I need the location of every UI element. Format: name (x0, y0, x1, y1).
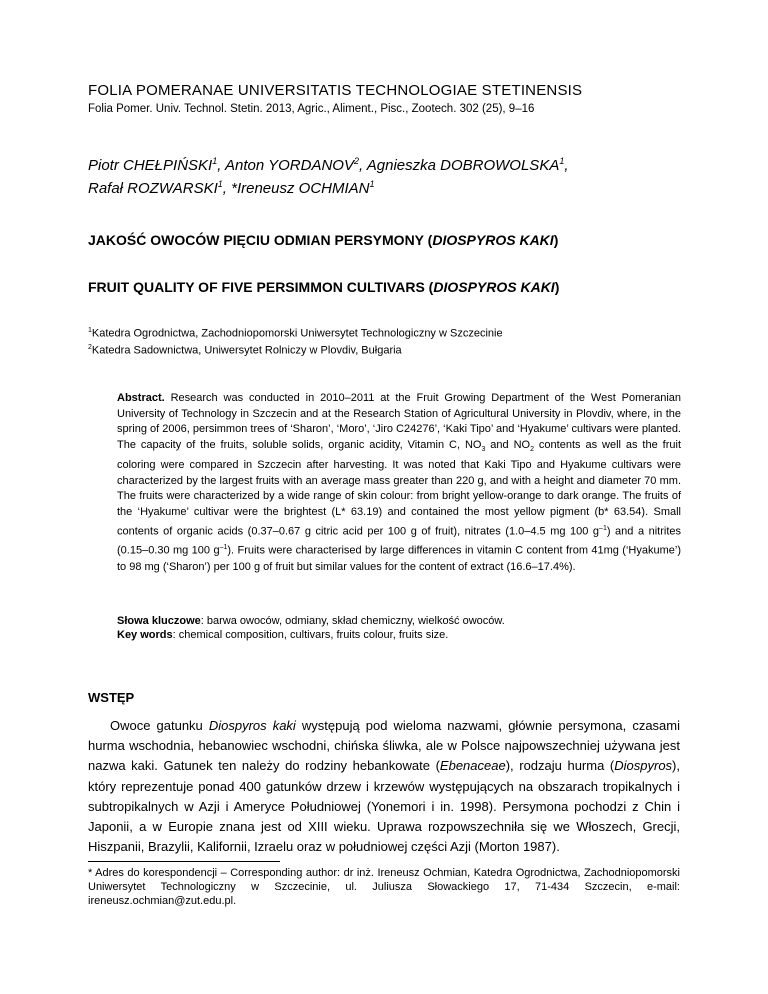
author-affiliation-mark: 2 (353, 156, 359, 166)
title-close: ) (553, 232, 559, 248)
author-separator: , (564, 157, 569, 174)
author-affiliation-mark: 1 (212, 156, 218, 166)
footnote-divider (88, 861, 280, 862)
title-text: JAKOŚĆ OWOCÓW PIĘCIU ODMIAN PERSYMONY ( (88, 232, 433, 248)
introduction-paragraph (88, 716, 680, 857)
species-name: Diospyros kaki (208, 718, 296, 733)
author-list (88, 152, 688, 198)
species-name: DIOSPYROS KAKI (432, 232, 554, 248)
body-text: występują pod wieloma nazwami, głównie persymona, czasami hurma wschodnia, hebanowiec wschodni, chińska śliwka, ale w Polsce najpowszechniej używana jest nazwa kaki. Gatunek ten należy do rodziny hebankowate ( (88, 718, 680, 774)
affiliation-text: Katedra Ogrodnictwa, Zachodniopomorski Uniwersytet Technologiczny w Szczecinie (91, 327, 503, 340)
body-text: ), rodzaju hurma ( (505, 758, 615, 774)
keywords-text: : barwa owoców, odmiany, skład chemiczny, wielkość owoców. (200, 615, 505, 627)
affiliation-2 (88, 341, 503, 358)
keywords-label: Key words (117, 628, 173, 641)
abstract-text: ). Fruits were characterised by large differences in vitamin C content from 41mg (‘Hyakume’) to 98 mg (‘Sharon’) per 100 g of fruit but similar values for the content of extract (16.6–17.4%). (117, 544, 681, 573)
author-separator: , (358, 157, 367, 174)
keywords-text: : chemical composition, cultivars, fruits colour, fruits size. (172, 628, 449, 641)
section-heading: WSTĘP (88, 690, 135, 705)
affiliations (88, 324, 503, 357)
affiliation-mark: 1 (88, 327, 92, 334)
correspondence-footnote: * Adres do korespondencji – Corresponding author: dr inż. Ireneusz Ochmian, Katedra Ogrodnictwa, Zachodniopomorski Uniwersytet Technologiczny w Szczecinie, ul. Juliusza Słowackiego 17, 71-434 Szczecin, e-mail: ireneusz.ochmian@zut.edu.pl. (88, 867, 680, 908)
author-name: Agnieszka DOBROWOLSKA (366, 157, 560, 174)
journal-citation: Folia Pomer. Univ. Technol. Stetin. 2013, Agric., Aliment., Pisc., Zootech. 302 (25), 9–16 (88, 103, 535, 115)
abstract-text: and NO (485, 439, 531, 452)
keywords (117, 615, 681, 642)
genus-name: Diospyros (614, 758, 673, 774)
keywords-label: Słowa kluczowe (117, 615, 201, 627)
abstract-text: contents as well as the fruit coloring were compared in Szczecin after harvesting. It was noted that Kaki Tipo and Hyakume cultivars were characterized by the largest fruits with an average mass greater than 220 g, and with a height and diameter 70 mm. The fruits were characterized by a wide range of skin colour: from bright yellow-orange to dark orange. The fruits of the ‘Hyakume’ cultivar were the brightest (L* 63.19) and contained the most yellow pigment (b* 63.54). Small contents of organic acids (0.37–0.67 g citric acid per 100 g of fruit), nitrates (1.0–4.5 mg 100 g (117, 439, 681, 538)
journal-title: FOLIA POMERANAE UNIVERSITATIS TECHNOLOGIAE STETINENSIS (88, 82, 583, 99)
author-separator: , (222, 180, 232, 197)
author-affiliation-mark: 1 (559, 156, 565, 166)
paper-title-polish (88, 232, 558, 248)
keywords-english (117, 629, 681, 643)
subscript: 2 (530, 446, 534, 454)
author-name: Rafał ROZWARSKI (88, 180, 218, 197)
superscript: –1 (599, 524, 607, 532)
author-affiliation-mark: 1 (369, 179, 375, 189)
body-text: ), który reprezentuje ponad 400 gatunków drzew i krzewów występujących na obszarach tropikalnych i subtropikalnych w Azji i Ameryce Południowej (Yonemori i in. 1998). Persymona pochodzi z Chin i Japonii, a w Europie znana jest od XIII wieku. Uprawa rozpowszechniła się we Włoszech, Grecji, Hiszpanii, Brazylii, Kalifornii, Izraelu oraz w południowej części Azji (Morton 1987). (88, 758, 680, 855)
author-name: Anton YORDANOV (225, 157, 354, 174)
species-name: DIOSPYROS KAKI (433, 279, 555, 295)
family-name: Ebenaceae (439, 758, 506, 774)
subscript: 3 (481, 446, 486, 454)
body-text: Owoce gatunku (110, 718, 209, 733)
abstract (117, 391, 681, 575)
superscript: –1 (219, 544, 228, 552)
author-affiliation-mark: 1 (217, 179, 223, 189)
abstract-text: ) and a nitrites (0.15–0.30 mg 100 g (117, 525, 682, 557)
affiliation-1 (88, 324, 503, 341)
paper-title-english (88, 279, 559, 295)
corresponding-author-name: *Ireneusz OCHMIAN (231, 180, 370, 197)
author-separator: , (217, 157, 226, 174)
abstract-text: Research was conducted in 2010–2011 at the Fruit Growing Department of the West Pomeranian University of Technology in Szczecin and at the Research Station of Agricultural University in Plovdiv, where, in the spring of 2006, persimmon trees of ‘Sharon’, ‘Moro’, ‘Jiro C24276’, ‘Kaki Tipo’ and ‘Hyakume’ cultivars were planted. The capacity of the fruits, soluble solids, organic acidity, Vitamin C, NO (117, 392, 681, 452)
affiliation-mark: 2 (88, 343, 92, 351)
affiliation-text: Katedra Sadownictwa, Uniwersytet Rolniczy w Plovdiv, Bułgaria (91, 344, 402, 357)
keywords-polish (117, 615, 681, 629)
title-close: ) (554, 279, 560, 295)
author-name: Piotr CHEŁPIŃSKI (88, 157, 213, 174)
title-text: FRUIT QUALITY OF FIVE PERSIMMON CULTIVARS ( (88, 279, 434, 295)
abstract-label: Abstract. (117, 392, 165, 404)
